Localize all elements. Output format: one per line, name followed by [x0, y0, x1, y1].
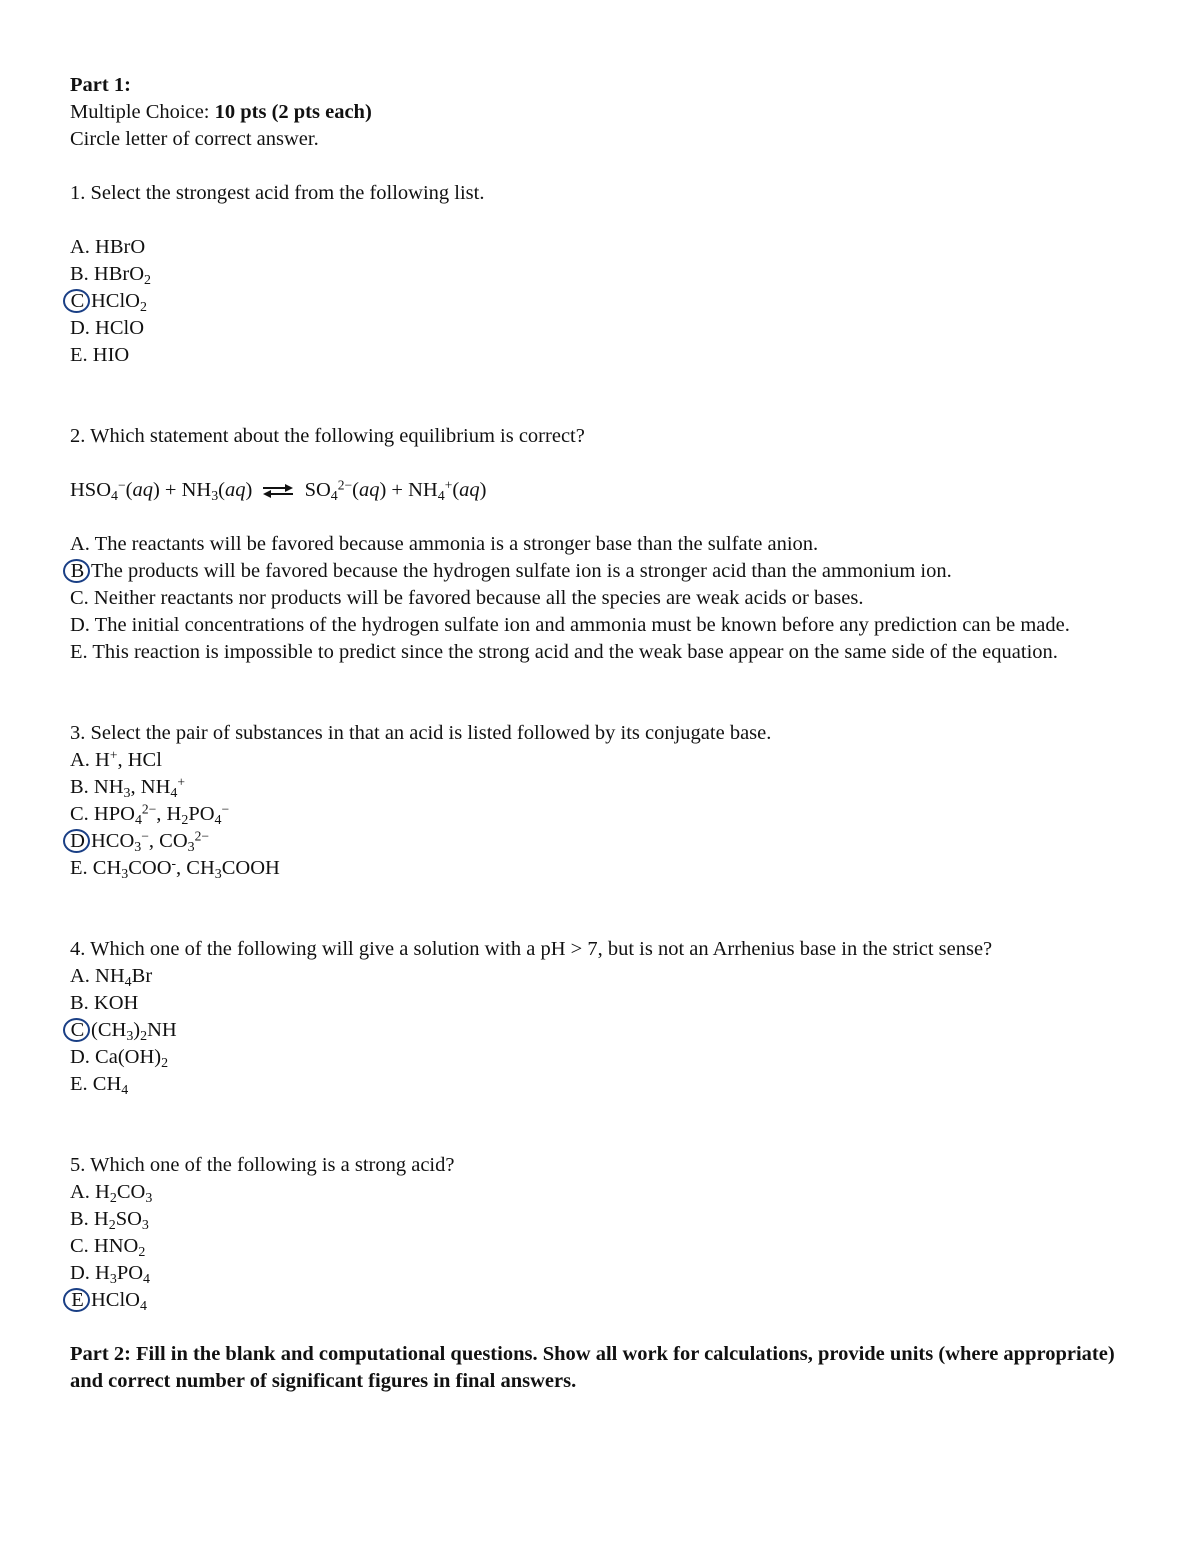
answer-circle: C: [64, 1017, 91, 1044]
q2-option-c[interactable]: C. Neither reactants nor products will be favored because all the species are weak acids or bases.: [70, 587, 864, 609]
q2-option-a[interactable]: A. The reactants will be favored because ammonia is a stronger base than the sulfate anion.: [70, 533, 819, 555]
q4-option-d[interactable]: D. $Ca(OH)_2$: [70, 1046, 169, 1071]
q3-option-d[interactable]: D $HCO_3^-$, $CO_3^{2-}$: [70, 828, 1150, 855]
part1-title: Part 1:: [70, 74, 131, 96]
q5-option-c[interactable]: C. $HNO_2$: [70, 1235, 146, 1260]
q3-option-c[interactable]: C. $HPO_4^{2-}$, $H_2PO_4^-$: [70, 801, 230, 828]
q4-option-e[interactable]: E. $CH_4$: [70, 1073, 129, 1098]
q1-option-d[interactable]: D. HClO: [70, 317, 145, 339]
q1-option-a[interactable]: A. HBrO: [70, 236, 146, 258]
q2-option-d[interactable]: D. The initial concentrations of the hydrogen sulfate ion and ammonia must be known before any prediction can be made.: [70, 614, 1070, 636]
q4-option-c[interactable]: C $(CH_3)_2NH$: [70, 1017, 1150, 1044]
q1-stem: 1. Select the strongest acid from the following list.: [70, 182, 485, 204]
q3-stem: 3. Select the pair of substances in that an acid is listed followed by its conjugate base.: [70, 722, 772, 744]
part2-heading: Part 2: Fill in the blank and computational questions. Show all work for calculations, provide units (where appropriate) and correct number of significant figures in final answers.: [70, 1343, 1115, 1392]
q4-stem: 4. Which one of the following will give a solution with a pH > 7, but is not an Arrhenius base in the strict sense?: [70, 938, 993, 960]
q3-option-a[interactable]: A. H+, HCl: [70, 747, 162, 771]
q1-option-b[interactable]: B. HBrO$_2$: [70, 263, 152, 288]
mc-points: 10 pts (2 pts each): [214, 101, 372, 123]
q3-option-b[interactable]: B. $NH_3$, $NH_4^+$: [70, 774, 185, 801]
q2-option-b[interactable]: B The products will be favored because the hydrogen sulfate ion is a stronger acid than the ammonium ion.: [70, 558, 1150, 585]
q5-option-d[interactable]: D. $H_3PO_4$: [70, 1262, 151, 1287]
q2-stem: 2. Which statement about the following equilibrium is correct?: [70, 425, 585, 447]
q5-option-b[interactable]: B. $H_2SO_3$: [70, 1208, 149, 1233]
answer-circle: C: [64, 288, 91, 315]
answer-circle: E: [64, 1287, 91, 1314]
q5-stem: 5. Which one of the following is a strong acid?: [70, 1154, 455, 1176]
q1-option-e[interactable]: E. HIO: [70, 344, 130, 366]
q2-option-e[interactable]: E. This reaction is impossible to predict since the strong acid and the weak base appear on the same side of the equation.: [70, 641, 1058, 663]
q4-option-a[interactable]: A. $NH_4Br$: [70, 965, 153, 990]
exam-page: [70, 72, 1150, 1395]
q1-option-c[interactable]: C HClO$_2$: [70, 288, 1150, 315]
answer-circle: B: [64, 558, 91, 585]
instruction: Circle letter of correct answer.: [70, 128, 319, 150]
answer-circle: D: [64, 828, 91, 855]
q5-option-a[interactable]: A. $H_2CO_3$: [70, 1181, 153, 1206]
equilibrium-arrow-icon: [261, 484, 295, 498]
q5-option-e[interactable]: E HClO$_4$: [70, 1287, 1150, 1314]
mc-header: Multiple Choice: 10 pts (2 pts each): [70, 101, 372, 123]
q4-option-b[interactable]: B. KOH: [70, 992, 139, 1014]
q3-option-e[interactable]: E. $CH_3COO^-$, $CH_3COOH$: [70, 855, 280, 882]
q2-equation: $HSO_4^-(aq) + NH_3(aq) SO_4^{2-}(aq) + NH_4^+(aq)$: [70, 477, 487, 504]
